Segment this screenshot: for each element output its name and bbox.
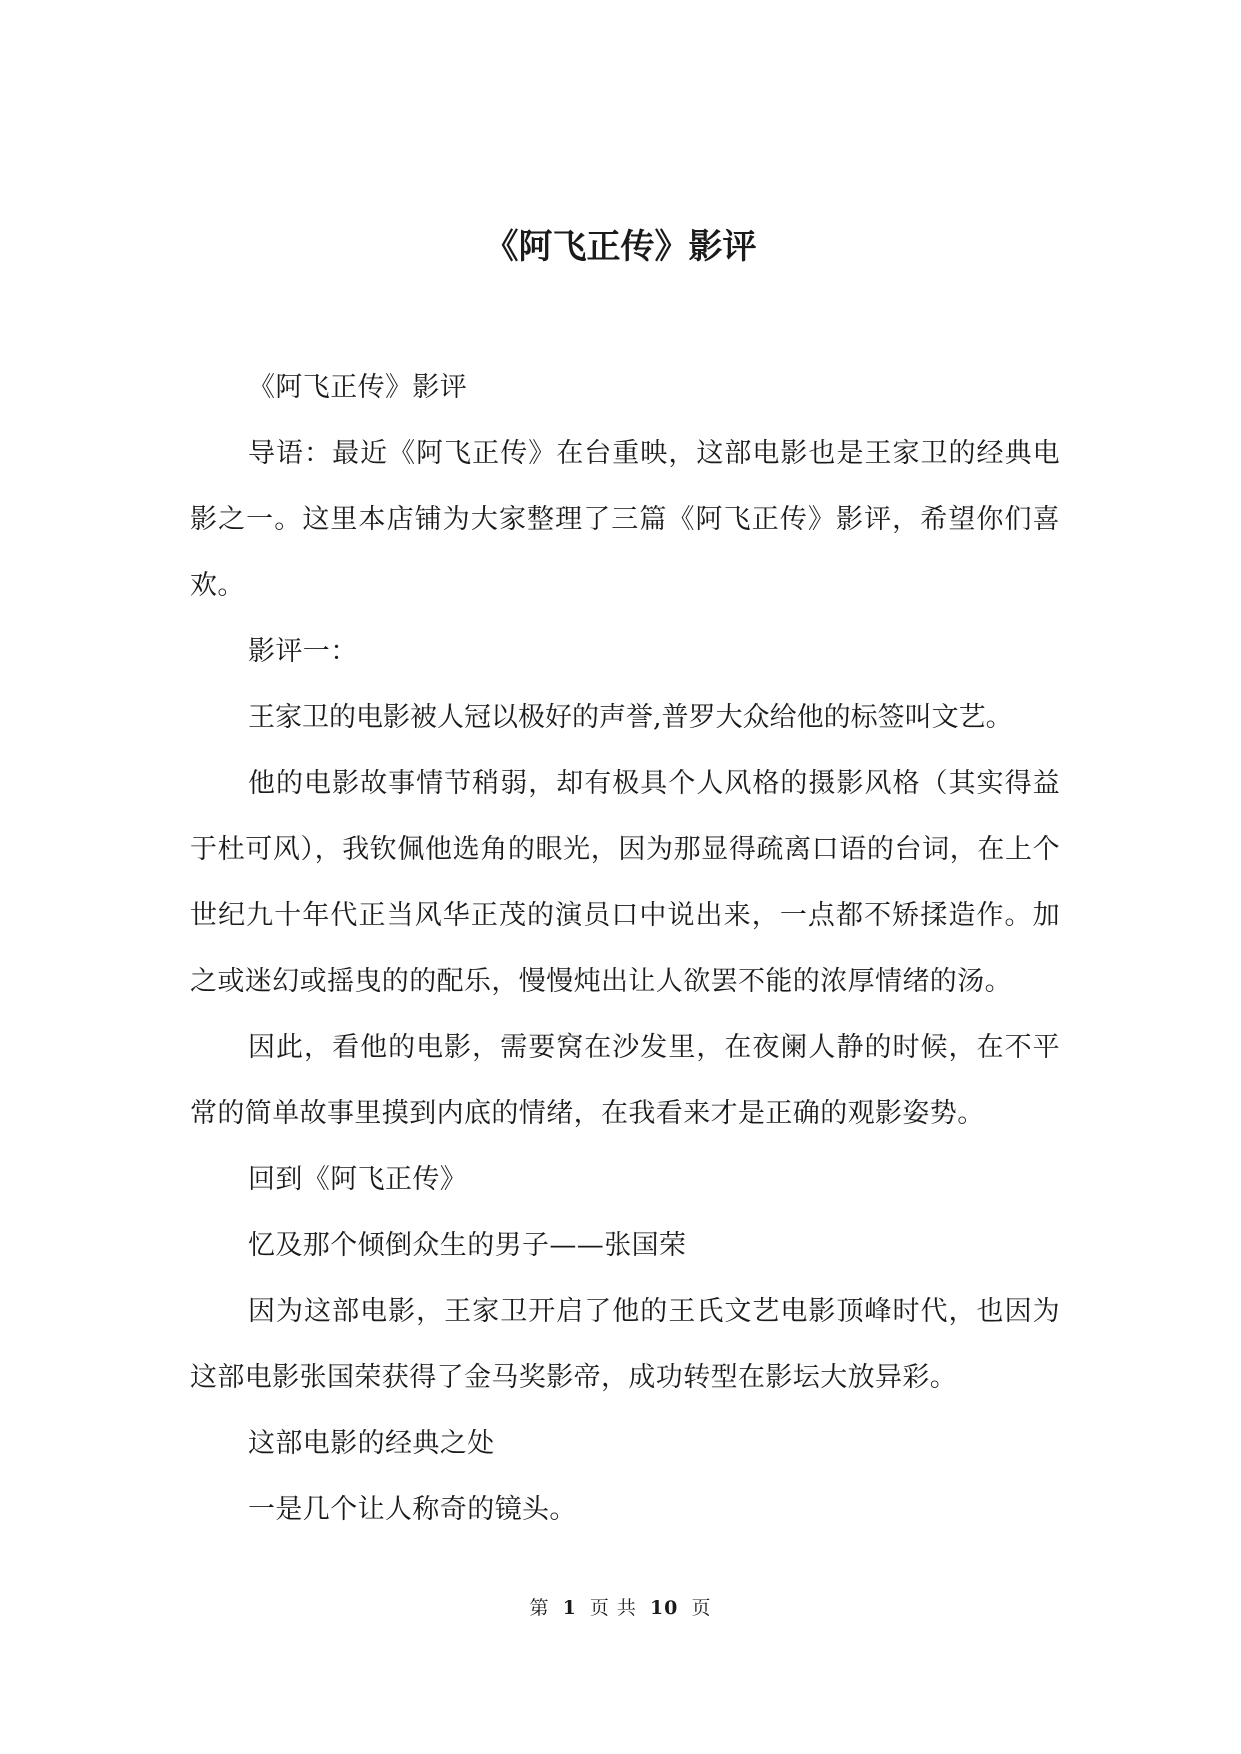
footer-current-page: 1	[562, 1597, 577, 1619]
footer-suffix: 页	[691, 1597, 712, 1619]
document-title: 《阿飞正传》影评	[484, 227, 757, 267]
paragraph: 影评一：	[248, 636, 358, 667]
footer-middle: 页 共	[589, 1597, 637, 1619]
footer-prefix: 第	[529, 1597, 550, 1619]
page-footer	[0, 1594, 1241, 1622]
paragraph: 忆及那个倾倒众生的男子——张国荣	[248, 1230, 687, 1261]
document-body	[190, 355, 1060, 1543]
paragraph: 因此，看他的电影，需要窝在沙发里，在夜阑人静的时候，在不平常的简单故事里摸到内底的情绪，在我看来才是正确的观影姿势。	[190, 1032, 1060, 1129]
paragraph: 导语：最近《阿飞正传》在台重映，这部电影也是王家卫的经典电影之一。这里本店铺为大家整理了三篇《阿飞正传》影评，希望你们喜欢。	[190, 438, 1060, 601]
paragraph: 他的电影故事情节稍弱，却有极具个人风格的摄影风格（其实得益于杜可风），我钦佩他选角的眼光，因为那显得疏离口语的台词，在上个世纪九十年代正当风华正茂的演员口中说出来，一点都不矫揉造作。加之或迷幻或摇曳的的配乐，慢慢炖出让人欲罢不能的浓厚情绪的汤。	[190, 768, 1060, 997]
footer-total-pages: 10	[649, 1597, 679, 1619]
paragraph: 这部电影的经典之处	[248, 1428, 495, 1459]
paragraph: 回到《阿飞正传》	[248, 1164, 468, 1195]
paragraph: 因为这部电影，王家卫开启了他的王氏文艺电影顶峰时代，也因为这部电影张国荣获得了金马奖影帝，成功转型在影坛大放异彩。	[190, 1296, 1060, 1393]
paragraph: 王家卫的电影被人冠以极好的声誉,普罗大众给他的标签叫文艺。	[248, 702, 1013, 733]
paragraph: 一是几个让人称奇的镜头。	[248, 1494, 577, 1525]
paragraph: 《阿飞正传》影评	[248, 372, 468, 403]
